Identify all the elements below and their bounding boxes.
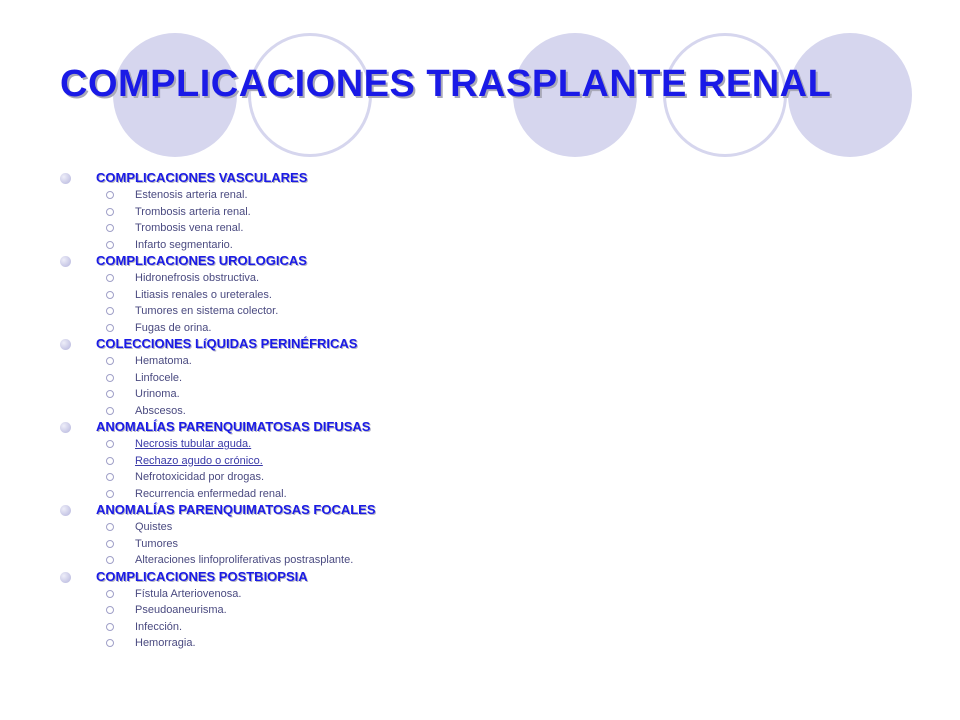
list-item-label: Fístula Arteriovenosa. [135,587,242,600]
section-heading-label: COMPLICACIONES VASCULARES [96,170,308,185]
slide-content [60,170,940,652]
list-item [60,403,940,420]
list-item-label: Nefrotoxicidad por drogas. [135,471,265,483]
ring-bullet-icon [106,407,114,415]
ring-bullet-icon [106,490,114,498]
section-heading [60,419,940,436]
list-item-label: Infarto segmentario. [135,238,233,251]
list-item-label: Hematoma. [135,355,192,367]
ring-bullet-icon [106,307,114,315]
list-item [60,204,940,221]
bullet-icon [60,339,71,350]
ring-bullet-icon [106,623,114,631]
list-item-link[interactable] [60,453,940,470]
ring-bullet-icon [106,540,114,548]
list-item [60,237,940,254]
list-item-label: Hidronefrosis obstructiva. [135,272,260,284]
ring-bullet-icon [106,224,114,232]
section-heading-label: COMPLICACIONES POSTBIOPSIA [96,568,308,584]
list-item-label: Quistes [135,521,173,533]
slide-title: COMPLICACIONES TRASPLANTE RENAL [60,63,832,105]
section-heading-label: ANOMALÍAS PARENQUIMATOSAS DIFUSAS [96,419,371,434]
ring-bullet-icon [106,523,114,531]
ring-bullet-icon [106,357,114,365]
ring-bullet-icon [106,390,114,398]
list-item-label: Abscesos. [135,404,186,417]
bullet-icon [60,256,71,267]
section-heading [60,170,940,187]
section-heading [60,502,940,519]
list-item [60,370,940,387]
bullet-icon [60,173,71,184]
ring-bullet-icon [106,606,114,614]
ring-bullet-icon [106,374,114,382]
ring-bullet-icon [106,208,114,216]
list-item [60,586,940,603]
list-item [60,353,940,370]
list-item [60,602,940,619]
ring-bullet-icon [106,440,114,448]
list-item [60,519,940,536]
list-item-label[interactable]: Rechazo agudo o crónico. [135,454,263,467]
section-heading-label: COMPLICACIONES UROLOGICAS [96,253,307,268]
ring-bullet-icon [106,556,114,564]
ring-bullet-icon [106,639,114,647]
list-item-label: Hemorragia. [135,637,196,649]
list-item [60,287,940,304]
list-item-label: Alteraciones linfoproliferativas postrasplante. [135,554,354,566]
list-item-link[interactable] [60,436,940,453]
ring-bullet-icon [106,291,114,299]
section-heading-label: COLECCIONES LíQUIDAS PERINÉFRICAS [96,336,358,351]
list-item [60,220,940,237]
list-item-label: Litiasis renales o ureterales. [135,288,272,301]
list-item-label: Tumores [135,537,178,550]
list-item-label: Estenosis arteria renal. [135,189,248,201]
list-item [60,486,940,503]
ring-bullet-icon [106,191,114,199]
section-heading-label: ANOMALÍAS PARENQUIMATOSAS FOCALES [96,502,376,517]
list-item-label: Linfocele. [135,371,183,384]
list-item [60,552,940,569]
list-item [60,187,940,204]
list-item [60,320,940,337]
list-item [60,619,940,636]
list-item [60,536,940,553]
section-heading [60,253,940,270]
list-item-label: Infección. [135,620,183,633]
bullet-icon [60,422,71,433]
ring-bullet-icon [106,241,114,249]
list-item-label[interactable]: Necrosis tubular aguda. [135,438,252,450]
list-item-label: Tumores en sistema colector. [135,305,279,317]
ring-bullet-icon [106,473,114,481]
list-item-label: Recurrencia enfermedad renal. [135,487,287,500]
list-item [60,386,940,403]
bullet-icon [60,505,71,516]
list-item-label: Urinoma. [135,388,180,400]
list-item-label: Trombosis arteria renal. [135,205,251,218]
list-item [60,270,940,287]
ring-bullet-icon [106,274,114,282]
ring-bullet-icon [106,324,114,332]
section-heading [60,336,940,353]
list-item [60,635,940,652]
bullet-icon [60,572,71,583]
list-item-label: Trombosis vena renal. [135,222,244,234]
list-item-label: Fugas de orina. [135,321,212,334]
list-item [60,469,940,486]
section-heading [60,569,940,586]
list-item-label: Pseudoaneurisma. [135,604,227,616]
list-item [60,303,940,320]
ring-bullet-icon [106,590,114,598]
ring-bullet-icon [106,457,114,465]
